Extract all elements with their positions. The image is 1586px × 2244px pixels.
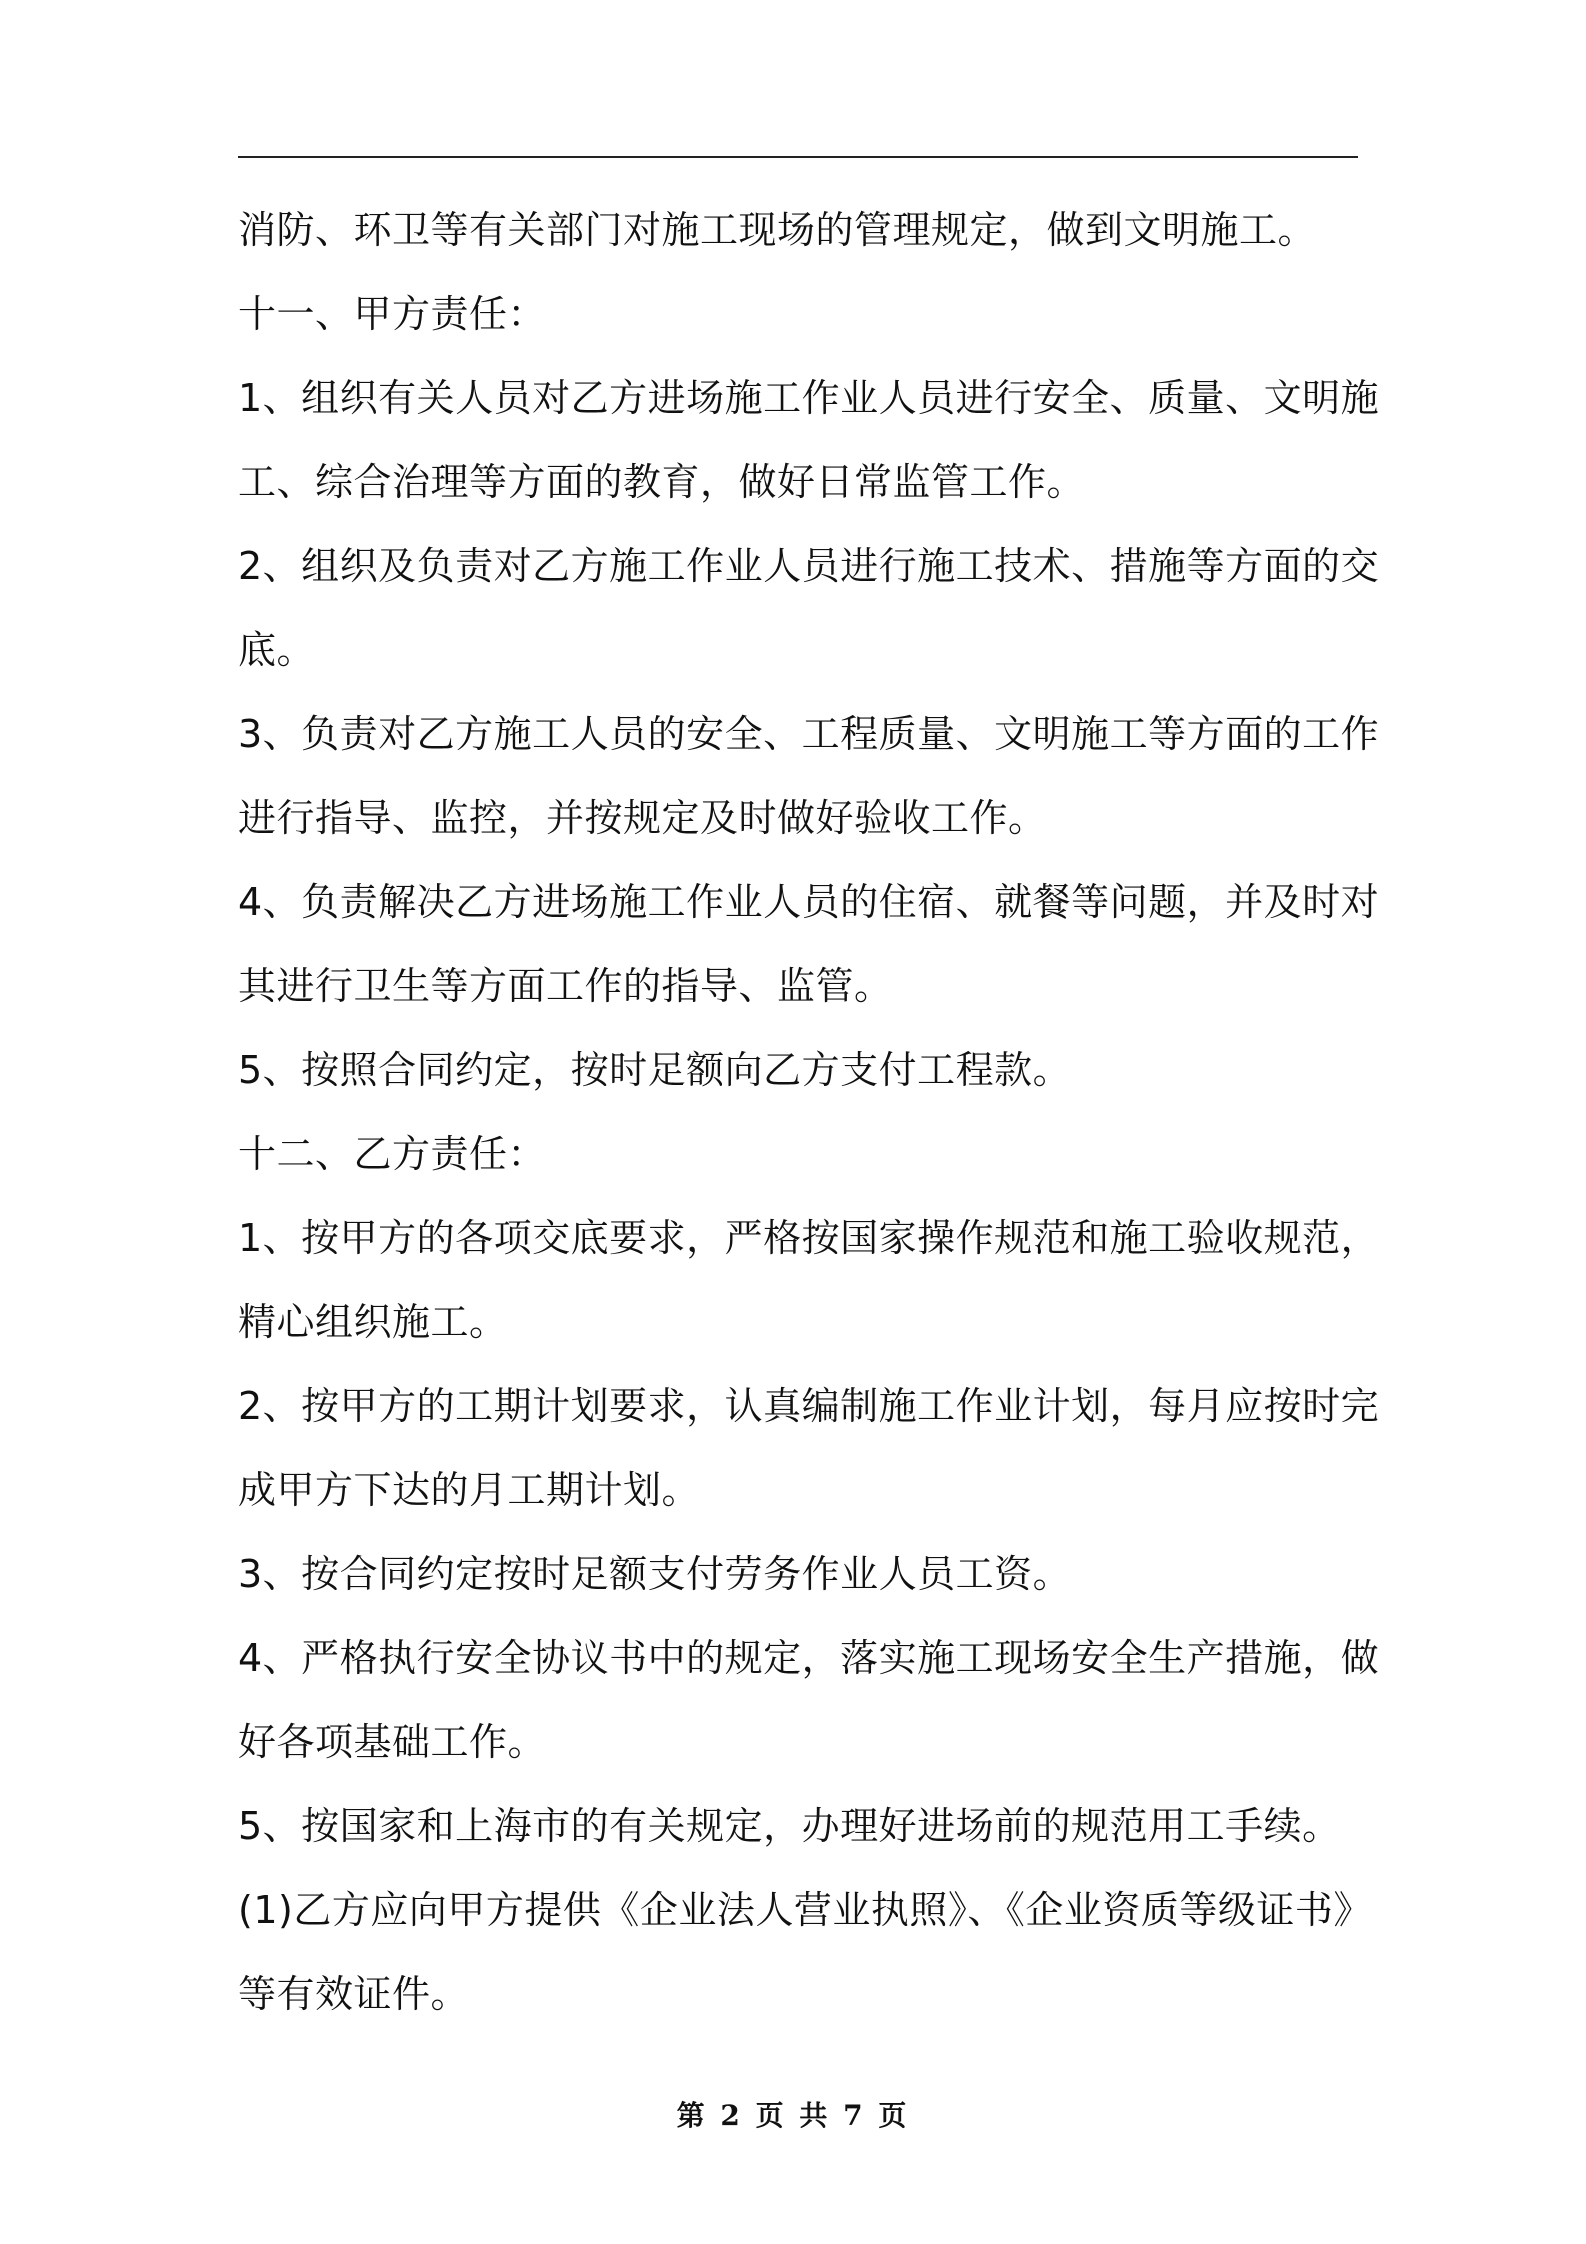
section-heading-party-b: 十二、乙方责任： xyxy=(238,1132,547,1176)
text-line: 3、负责对乙方施工人员的安全、工程质量、文明施工等方面的工作 xyxy=(238,712,1380,756)
text-line: 4、严格执行安全协议书中的规定，落实施工现场安全生产措施，做 xyxy=(238,1636,1380,1680)
text-line: 2、按甲方的工期计划要求，认真编制施工作业计划，每月应按时完 xyxy=(238,1384,1380,1428)
text-line: 其进行卫生等方面工作的指导、监管。 xyxy=(238,964,893,1008)
text-line: 进行指导、监控，并按规定及时做好验收工作。 xyxy=(238,796,1047,840)
text-line: 5、按国家和上海市的有关规定，办理好进场前的规范用工手续。 xyxy=(238,1804,1341,1848)
text-line: 工、综合治理等方面的教育，做好日常监管工作。 xyxy=(238,460,1086,504)
text-line: 成甲方下达的月工期计划。 xyxy=(238,1468,701,1512)
text-line: 底。 xyxy=(238,628,316,672)
text-line: 1、按甲方的各项交底要求，严格按国家操作规范和施工验收规范， xyxy=(238,1216,1380,1260)
text-line: 5、按照合同约定，按时足额向乙方支付工程款。 xyxy=(238,1048,1072,1092)
document-body xyxy=(238,188,1380,2036)
text-line: 1、组织有关人员对乙方进场施工作业人员进行安全、质量、文明施 xyxy=(238,376,1380,420)
text-line: (1)乙方应向甲方提供《企业法人营业执照》、《企业资质等级证书》 xyxy=(238,1888,1372,1932)
text-line: 等有效证件。 xyxy=(238,1972,470,2016)
text-line: 4、负责解决乙方进场施工作业人员的住宿、就餐等问题，并及时对 xyxy=(238,880,1380,924)
text-line: 好各项基础工作。 xyxy=(238,1720,547,1764)
text-line: 3、按合同约定按时足额支付劳务作业人员工资。 xyxy=(238,1552,1072,1596)
text-line: 消防、环卫等有关部门对施工现场的管理规定，做到文明施工。 xyxy=(238,208,1317,252)
text-line: 2、组织及负责对乙方施工作业人员进行施工技术、措施等方面的交 xyxy=(238,544,1380,588)
text-line: 精心组织施工。 xyxy=(238,1300,508,1344)
page-number: 第 2 页 共 7 页 xyxy=(676,2099,910,2132)
header-rule xyxy=(238,156,1358,158)
section-heading-party-a: 十一、甲方责任： xyxy=(238,292,547,336)
